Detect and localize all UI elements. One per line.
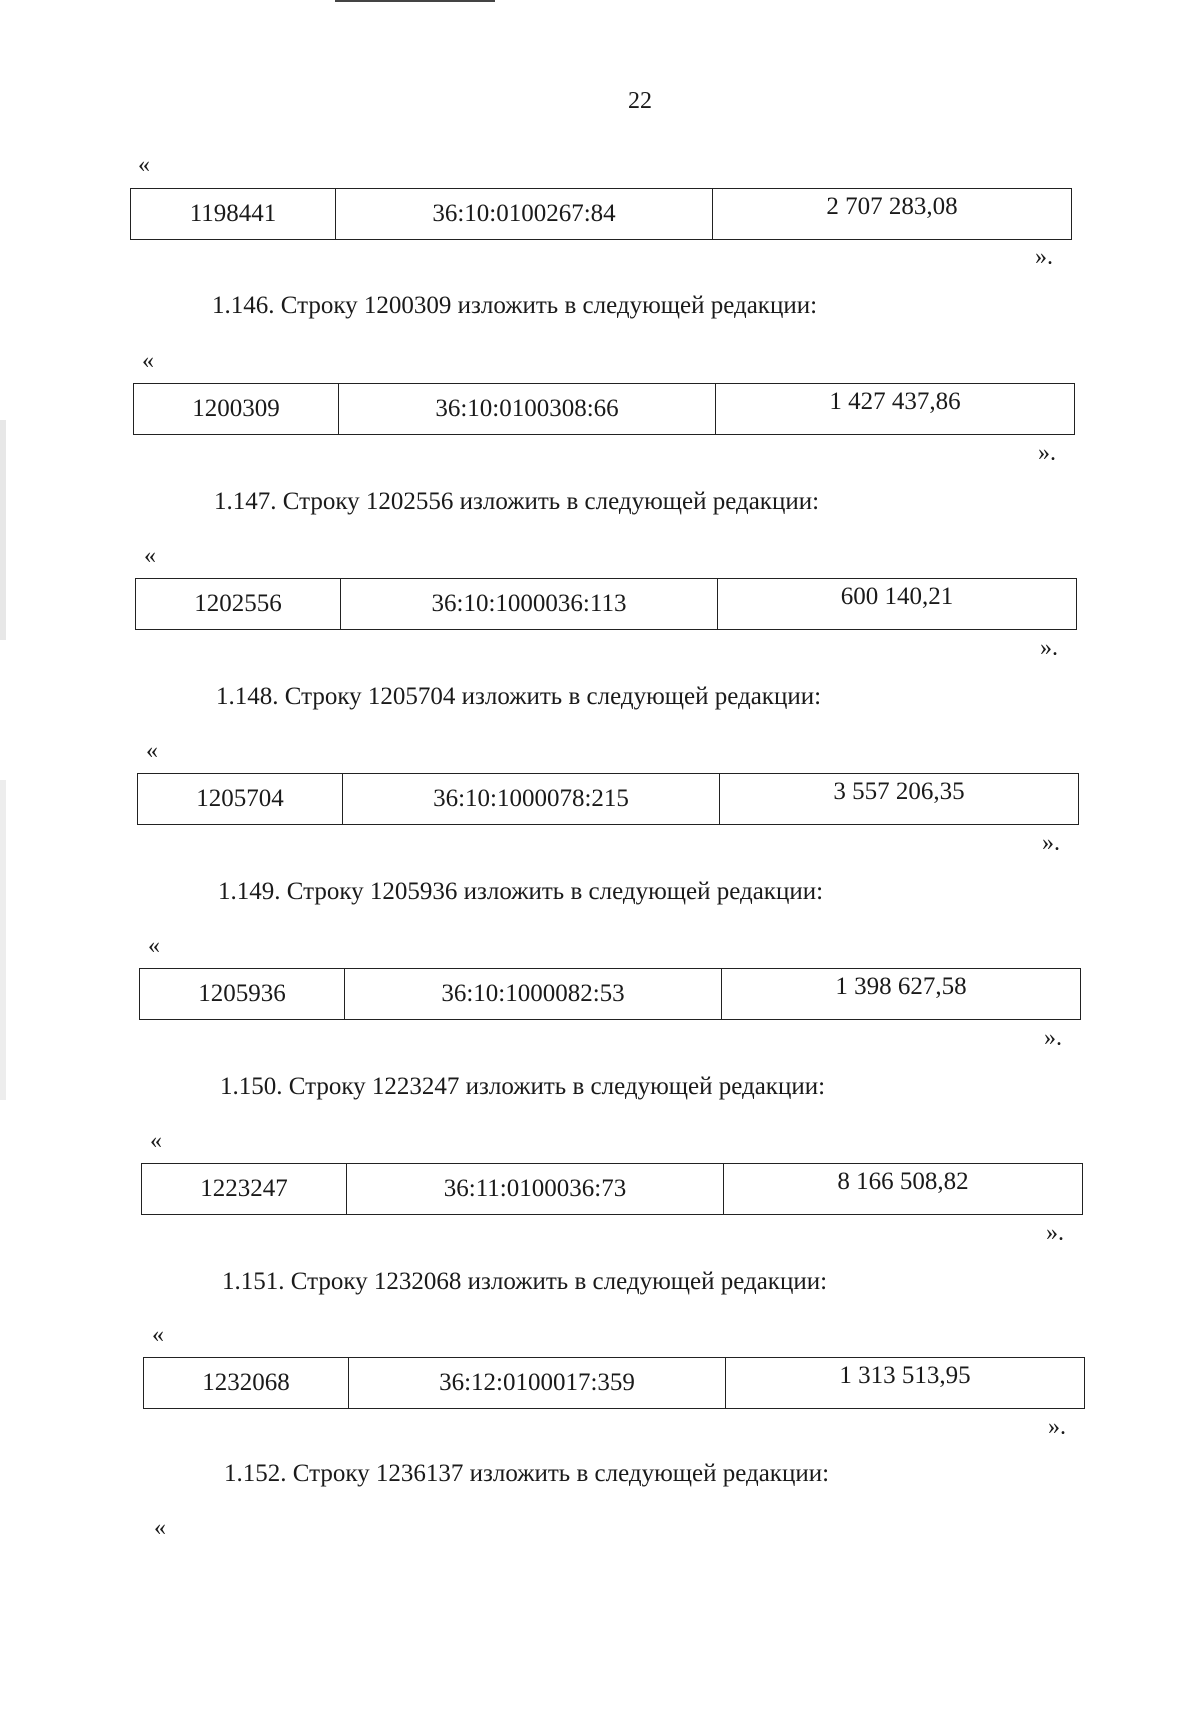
- close-quote: ».: [1038, 440, 1056, 466]
- row-number-cell: 1200309: [134, 384, 339, 434]
- cadastral-number-cell: 36:10:1000078:215: [343, 774, 720, 824]
- cadastral-number-cell: 36:10:0100308:66: [339, 384, 716, 434]
- open-quote: «: [148, 933, 160, 959]
- row-number-cell: 1202556: [136, 579, 341, 629]
- value-cell: 1 313 513,95: [839, 1362, 971, 1389]
- row-number-cell: 1232068: [144, 1358, 349, 1408]
- item-heading: 1.149. Строку 1205936 изложить в следующей редакции:: [218, 878, 824, 905]
- table-row: [137, 773, 1079, 825]
- value-cell: 8 166 508,82: [837, 1168, 969, 1195]
- close-quote: ».: [1040, 635, 1058, 661]
- item-heading: 1.146. Строку 1200309 изложить в следующей редакции:: [212, 292, 818, 319]
- cadastral-number-cell: 36:10:1000036:113: [341, 579, 718, 629]
- top-rule: [335, 0, 495, 2]
- cadastral-number-cell: 36:12:0100017:359: [349, 1358, 726, 1408]
- open-quote: «: [154, 1515, 166, 1541]
- value-cell: 2 707 283,08: [826, 193, 958, 220]
- item-heading: 1.147. Строку 1202556 изложить в следующей редакции:: [214, 488, 820, 515]
- row-number-cell: 1205704: [138, 774, 343, 824]
- close-quote: ».: [1042, 830, 1060, 856]
- open-quote: «: [142, 348, 154, 374]
- value-cell: 600 140,21: [840, 583, 954, 610]
- table-row: [130, 188, 1072, 240]
- close-quote: ».: [1048, 1414, 1066, 1440]
- value-cell: 3 557 206,35: [833, 778, 965, 805]
- open-quote: «: [152, 1322, 164, 1348]
- open-quote: «: [146, 738, 158, 764]
- table-row: [135, 578, 1077, 630]
- cadastral-number-cell: 36:10:0100267:84: [336, 189, 713, 239]
- item-heading: 1.151. Строку 1232068 изложить в следующей редакции:: [222, 1268, 828, 1295]
- open-quote: «: [138, 152, 150, 178]
- value-cell: 1 398 627,58: [835, 973, 967, 1000]
- open-quote: «: [150, 1128, 162, 1154]
- table-row: [141, 1163, 1083, 1215]
- table-row: [139, 968, 1081, 1020]
- item-heading: 1.150. Строку 1223247 изложить в следующей редакции:: [220, 1073, 826, 1100]
- cadastral-number-cell: 36:11:0100036:73: [347, 1164, 724, 1214]
- close-quote: ».: [1044, 1025, 1062, 1051]
- row-number-cell: 1223247: [142, 1164, 347, 1214]
- row-number-cell: 1205936: [140, 969, 345, 1019]
- item-heading: 1.152. Строку 1236137 изложить в следующей редакции:: [224, 1460, 830, 1487]
- table-row: [133, 383, 1075, 435]
- close-quote: ».: [1035, 244, 1053, 270]
- page-number: 22: [628, 88, 652, 114]
- table-row: [143, 1357, 1085, 1409]
- value-cell: 1 427 437,86: [829, 388, 961, 415]
- item-heading: 1.148. Строку 1205704 изложить в следующей редакции:: [216, 683, 822, 710]
- close-quote: ».: [1046, 1220, 1064, 1246]
- open-quote: «: [144, 543, 156, 569]
- cadastral-number-cell: 36:10:1000082:53: [345, 969, 722, 1019]
- scan-edge-marks: [0, 0, 6, 1720]
- row-number-cell: 1198441: [131, 189, 336, 239]
